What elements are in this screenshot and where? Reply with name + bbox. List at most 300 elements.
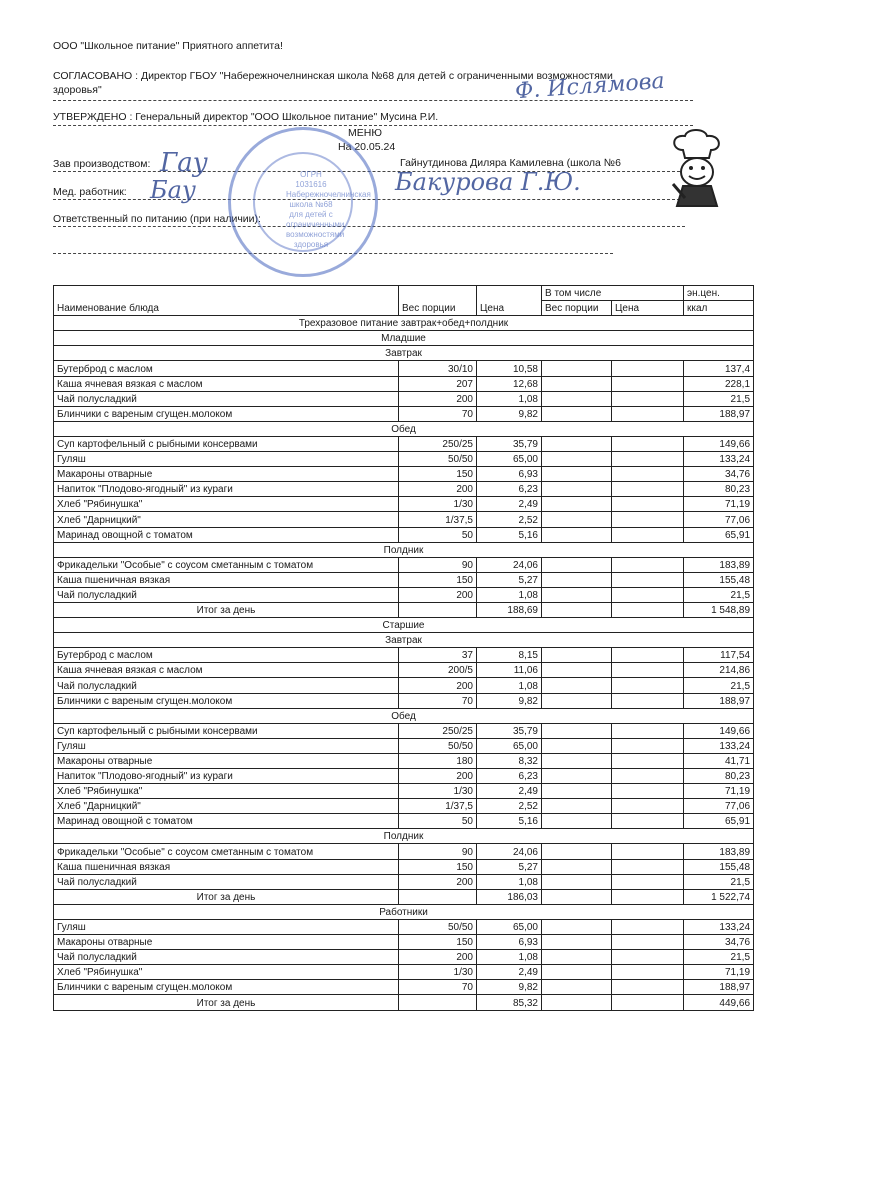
col-header-weight: Вес порции bbox=[399, 286, 477, 316]
sub-price bbox=[612, 376, 684, 391]
sub-weight bbox=[542, 769, 612, 784]
production-label: Зав производством: bbox=[53, 158, 151, 170]
total-kcal: 449,66 bbox=[684, 995, 754, 1010]
price: 65,00 bbox=[477, 452, 542, 467]
table-row bbox=[54, 497, 754, 512]
energy-kcal: 183,89 bbox=[684, 557, 754, 572]
table-row bbox=[54, 738, 754, 753]
sub-weight bbox=[542, 648, 612, 663]
energy-kcal: 65,91 bbox=[684, 527, 754, 542]
table-row bbox=[54, 512, 754, 527]
section-row bbox=[54, 542, 754, 557]
total-label: Итог за день bbox=[54, 602, 399, 617]
menu-date: На 20.05.24 bbox=[338, 141, 396, 153]
table-row bbox=[54, 648, 754, 663]
sub-weight bbox=[542, 753, 612, 768]
production-initials: Гау bbox=[160, 148, 208, 178]
sub-weight bbox=[542, 950, 612, 965]
sub-weight bbox=[542, 980, 612, 995]
total-price: 85,32 bbox=[477, 995, 542, 1010]
sub-price bbox=[612, 557, 684, 572]
sub-weight bbox=[542, 391, 612, 406]
dish-name: Чай полусладкий bbox=[54, 678, 399, 693]
table-row bbox=[54, 874, 754, 889]
energy-kcal: 21,5 bbox=[684, 587, 754, 602]
portion-weight bbox=[399, 889, 477, 904]
dish-name: Блинчики с вареным сгущен.молоком bbox=[54, 980, 399, 995]
dish-name: Хлеб "Рябинушка" bbox=[54, 784, 399, 799]
portion-weight: 50 bbox=[399, 814, 477, 829]
total-price: 186,03 bbox=[477, 889, 542, 904]
sub-weight bbox=[542, 844, 612, 859]
total-row bbox=[54, 995, 754, 1010]
sub-price bbox=[612, 527, 684, 542]
dish-name: Чай полусладкий bbox=[54, 391, 399, 406]
energy-kcal: 65,91 bbox=[684, 814, 754, 829]
dish-name: Бутерброд с маслом bbox=[54, 648, 399, 663]
sub-price bbox=[612, 406, 684, 421]
sub-weight bbox=[542, 693, 612, 708]
dish-name: Гуляш bbox=[54, 452, 399, 467]
energy-kcal: 149,66 bbox=[684, 723, 754, 738]
price: 5,16 bbox=[477, 814, 542, 829]
section-title: Полдник bbox=[54, 829, 754, 844]
price: 1,08 bbox=[477, 391, 542, 406]
portion-weight: 180 bbox=[399, 753, 477, 768]
sub-weight bbox=[542, 527, 612, 542]
sub-price bbox=[612, 391, 684, 406]
energy-kcal: 228,1 bbox=[684, 376, 754, 391]
total-label: Итог за день bbox=[54, 889, 399, 904]
energy-kcal: 149,66 bbox=[684, 436, 754, 451]
sub-weight bbox=[542, 859, 612, 874]
section-row bbox=[54, 708, 754, 723]
round-stamp bbox=[228, 127, 378, 277]
table-row bbox=[54, 452, 754, 467]
dashed-separator bbox=[53, 125, 693, 126]
energy-kcal: 80,23 bbox=[684, 769, 754, 784]
portion-weight: 30/10 bbox=[399, 361, 477, 376]
dish-name: Каша ячневая вязкая с маслом bbox=[54, 376, 399, 391]
sub-price bbox=[612, 738, 684, 753]
table-row bbox=[54, 693, 754, 708]
section-title: Старшие bbox=[54, 618, 754, 633]
sub-price bbox=[612, 844, 684, 859]
sub-weight bbox=[542, 738, 612, 753]
sub-price bbox=[612, 935, 684, 950]
price: 2,49 bbox=[477, 497, 542, 512]
dish-name: Макароны отварные bbox=[54, 935, 399, 950]
table-row bbox=[54, 753, 754, 768]
portion-weight: 150 bbox=[399, 572, 477, 587]
energy-kcal: 188,97 bbox=[684, 406, 754, 421]
dish-name: Напиток "Плодово-ягодный" из кураги bbox=[54, 482, 399, 497]
portion-weight: 70 bbox=[399, 980, 477, 995]
table-row bbox=[54, 769, 754, 784]
col-header-name: Наименование блюда bbox=[54, 286, 399, 316]
sub-weight bbox=[542, 663, 612, 678]
energy-kcal: 155,48 bbox=[684, 859, 754, 874]
table-row bbox=[54, 663, 754, 678]
portion-weight: 250/25 bbox=[399, 723, 477, 738]
sub-price bbox=[612, 678, 684, 693]
col-header-including: В том числе bbox=[542, 286, 684, 301]
table-row bbox=[54, 436, 754, 451]
energy-kcal: 188,97 bbox=[684, 693, 754, 708]
portion-weight: 90 bbox=[399, 844, 477, 859]
total-row bbox=[54, 602, 754, 617]
price: 2,52 bbox=[477, 512, 542, 527]
energy-kcal: 188,97 bbox=[684, 980, 754, 995]
section-row bbox=[54, 331, 754, 346]
portion-weight: 1/30 bbox=[399, 965, 477, 980]
table-row bbox=[54, 557, 754, 572]
dish-name: Фрикадельки "Особые" с соусом сметанным с томатом bbox=[54, 557, 399, 572]
table-row bbox=[54, 814, 754, 829]
sub-price bbox=[612, 753, 684, 768]
sub-price bbox=[612, 452, 684, 467]
dish-name: Хлеб "Рябинушка" bbox=[54, 965, 399, 980]
col-header-energy-bottom: ккал bbox=[684, 301, 754, 316]
section-row bbox=[54, 904, 754, 919]
price: 2,49 bbox=[477, 784, 542, 799]
section-title: Младшие bbox=[54, 331, 754, 346]
energy-kcal: 71,19 bbox=[684, 784, 754, 799]
price: 1,08 bbox=[477, 950, 542, 965]
sub-weight bbox=[542, 587, 612, 602]
price: 9,82 bbox=[477, 406, 542, 421]
dish-name: Бутерброд с маслом bbox=[54, 361, 399, 376]
price: 24,06 bbox=[477, 557, 542, 572]
price: 65,00 bbox=[477, 738, 542, 753]
dish-name: Хлеб "Дарницкий" bbox=[54, 512, 399, 527]
sub-weight bbox=[542, 965, 612, 980]
sub-price bbox=[612, 769, 684, 784]
price: 1,08 bbox=[477, 587, 542, 602]
sub-weight bbox=[542, 814, 612, 829]
sub-price bbox=[612, 693, 684, 708]
table-row bbox=[54, 482, 754, 497]
company-line: ООО "Школьное питание" Приятного аппетита! bbox=[53, 40, 283, 52]
price: 35,79 bbox=[477, 723, 542, 738]
portion-weight: 50/50 bbox=[399, 452, 477, 467]
approved-line: УТВЕРЖДЕНО : Генеральный директор "ООО Школьное питание" Мусина Р.И. bbox=[53, 111, 439, 123]
sub-price bbox=[612, 467, 684, 482]
sub-weight bbox=[542, 557, 612, 572]
price: 8,32 bbox=[477, 753, 542, 768]
table-row bbox=[54, 784, 754, 799]
dish-name: Суп картофельный с рыбными консервами bbox=[54, 436, 399, 451]
sub-price bbox=[612, 602, 684, 617]
table-row bbox=[54, 361, 754, 376]
sub-price bbox=[612, 723, 684, 738]
dish-name: Каша ячневая вязкая с маслом bbox=[54, 663, 399, 678]
sub-price bbox=[612, 497, 684, 512]
sub-weight bbox=[542, 935, 612, 950]
price: 6,93 bbox=[477, 467, 542, 482]
stamp-text: ОГРН 1031616 Набережночелнинская школа №68 для детей с ограниченными возможностями здоровья bbox=[286, 170, 371, 249]
portion-weight: 200 bbox=[399, 769, 477, 784]
menu-title: МЕНЮ bbox=[348, 127, 382, 139]
sub-weight bbox=[542, 889, 612, 904]
table-row bbox=[54, 844, 754, 859]
sub-weight bbox=[542, 452, 612, 467]
dish-name: Чай полусладкий bbox=[54, 950, 399, 965]
portion-weight: 200 bbox=[399, 678, 477, 693]
section-title: Завтрак bbox=[54, 633, 754, 648]
table-row bbox=[54, 799, 754, 814]
sub-weight bbox=[542, 723, 612, 738]
table-header-row bbox=[54, 286, 754, 301]
agreed-line-2: здоровья" bbox=[53, 84, 102, 96]
sub-price bbox=[612, 980, 684, 995]
portion-weight: 250/25 bbox=[399, 436, 477, 451]
energy-kcal: 137,4 bbox=[684, 361, 754, 376]
price: 12,68 bbox=[477, 376, 542, 391]
energy-kcal: 71,19 bbox=[684, 965, 754, 980]
portion-weight: 1/37,5 bbox=[399, 799, 477, 814]
table-row bbox=[54, 587, 754, 602]
price: 5,27 bbox=[477, 859, 542, 874]
energy-kcal: 183,89 bbox=[684, 844, 754, 859]
energy-kcal: 133,24 bbox=[684, 452, 754, 467]
production-name: Гайнутдинова Диляра Камилевна (школа №6 bbox=[400, 157, 621, 169]
agreed-line-1: СОГЛАСОВАНО : Директор ГБОУ "Набережночелнинская школа №68 для детей с ограниченными возможностями bbox=[53, 70, 613, 82]
price: 9,82 bbox=[477, 693, 542, 708]
sub-price bbox=[612, 799, 684, 814]
sub-weight bbox=[542, 406, 612, 421]
price: 1,08 bbox=[477, 874, 542, 889]
section-title: Полдник bbox=[54, 542, 754, 557]
portion-weight: 50 bbox=[399, 527, 477, 542]
medic-signature: Бакурова Г.Ю. bbox=[395, 168, 581, 196]
price: 35,79 bbox=[477, 436, 542, 451]
total-label: Итог за день bbox=[54, 995, 399, 1010]
table-row bbox=[54, 467, 754, 482]
portion-weight: 1/37,5 bbox=[399, 512, 477, 527]
sub-weight bbox=[542, 874, 612, 889]
portion-weight bbox=[399, 602, 477, 617]
table-row bbox=[54, 980, 754, 995]
total-price: 188,69 bbox=[477, 602, 542, 617]
sub-price bbox=[612, 874, 684, 889]
dish-name: Блинчики с вареным сгущен.молоком bbox=[54, 693, 399, 708]
col-header-energy-top: эн.цен. bbox=[684, 286, 754, 301]
price: 8,15 bbox=[477, 648, 542, 663]
responsible-label: Ответственный по питанию (при наличии): bbox=[53, 213, 261, 225]
section-row bbox=[54, 346, 754, 361]
energy-kcal: 214,86 bbox=[684, 663, 754, 678]
energy-kcal: 21,5 bbox=[684, 391, 754, 406]
price: 2,52 bbox=[477, 799, 542, 814]
sub-weight bbox=[542, 482, 612, 497]
energy-kcal: 77,06 bbox=[684, 512, 754, 527]
energy-kcal: 21,5 bbox=[684, 678, 754, 693]
dish-name: Макароны отварные bbox=[54, 467, 399, 482]
col-header-sub-weight: Вес порции bbox=[542, 301, 612, 316]
price: 6,93 bbox=[477, 935, 542, 950]
price: 1,08 bbox=[477, 678, 542, 693]
dish-name: Блинчики с вареным сгущен.молоком bbox=[54, 406, 399, 421]
dish-name: Чай полусладкий bbox=[54, 587, 399, 602]
total-kcal: 1 522,74 bbox=[684, 889, 754, 904]
sub-price bbox=[612, 950, 684, 965]
chef-logo-icon bbox=[663, 128, 733, 208]
energy-kcal: 21,5 bbox=[684, 874, 754, 889]
dish-name: Суп картофельный с рыбными консервами bbox=[54, 723, 399, 738]
energy-kcal: 155,48 bbox=[684, 572, 754, 587]
energy-kcal: 133,24 bbox=[684, 919, 754, 934]
sub-weight bbox=[542, 799, 612, 814]
director-signature: Ф. Ислямова bbox=[514, 68, 666, 105]
dish-name: Каша пшеничная вязкая bbox=[54, 859, 399, 874]
section-title: Трехразовое питание завтрак+обед+полдник bbox=[54, 316, 754, 331]
energy-kcal: 133,24 bbox=[684, 738, 754, 753]
portion-weight bbox=[399, 995, 477, 1010]
energy-kcal: 71,19 bbox=[684, 497, 754, 512]
sub-price bbox=[612, 784, 684, 799]
dish-name: Чай полусладкий bbox=[54, 874, 399, 889]
sub-price bbox=[612, 859, 684, 874]
col-header-price: Цена bbox=[477, 286, 542, 316]
energy-kcal: 34,76 bbox=[684, 467, 754, 482]
sub-weight bbox=[542, 995, 612, 1010]
section-title: Работники bbox=[54, 904, 754, 919]
dish-name: Каша пшеничная вязкая bbox=[54, 572, 399, 587]
table-row bbox=[54, 527, 754, 542]
table-row bbox=[54, 723, 754, 738]
sub-weight bbox=[542, 919, 612, 934]
energy-kcal: 80,23 bbox=[684, 482, 754, 497]
portion-weight: 200 bbox=[399, 874, 477, 889]
portion-weight: 207 bbox=[399, 376, 477, 391]
dish-name: Макароны отварные bbox=[54, 753, 399, 768]
dish-name: Хлеб "Рябинушка" bbox=[54, 497, 399, 512]
table-row bbox=[54, 935, 754, 950]
table-row bbox=[54, 859, 754, 874]
section-row bbox=[54, 421, 754, 436]
section-row bbox=[54, 316, 754, 331]
portion-weight: 200 bbox=[399, 950, 477, 965]
sub-price bbox=[612, 919, 684, 934]
portion-weight: 50/50 bbox=[399, 919, 477, 934]
section-row bbox=[54, 829, 754, 844]
sub-price bbox=[612, 512, 684, 527]
portion-weight: 200 bbox=[399, 482, 477, 497]
table-row bbox=[54, 678, 754, 693]
dish-name: Фрикадельки "Особые" с соусом сметанным с томатом bbox=[54, 844, 399, 859]
sub-weight bbox=[542, 467, 612, 482]
sub-price bbox=[612, 663, 684, 678]
sub-weight bbox=[542, 376, 612, 391]
price: 24,06 bbox=[477, 844, 542, 859]
table-row bbox=[54, 950, 754, 965]
portion-weight: 150 bbox=[399, 859, 477, 874]
dish-name: Хлеб "Дарницкий" bbox=[54, 799, 399, 814]
col-header-sub-price: Цена bbox=[612, 301, 684, 316]
price: 6,23 bbox=[477, 769, 542, 784]
portion-weight: 1/30 bbox=[399, 784, 477, 799]
price: 10,58 bbox=[477, 361, 542, 376]
dish-name: Маринад овощной с томатом bbox=[54, 527, 399, 542]
sub-price bbox=[612, 814, 684, 829]
sub-weight bbox=[542, 436, 612, 451]
section-title: Завтрак bbox=[54, 346, 754, 361]
sub-price bbox=[612, 572, 684, 587]
price: 9,82 bbox=[477, 980, 542, 995]
energy-kcal: 117,54 bbox=[684, 648, 754, 663]
sub-weight bbox=[542, 497, 612, 512]
table-row bbox=[54, 376, 754, 391]
portion-weight: 50/50 bbox=[399, 738, 477, 753]
portion-weight: 70 bbox=[399, 406, 477, 421]
table-row bbox=[54, 391, 754, 406]
sub-weight bbox=[542, 784, 612, 799]
section-row bbox=[54, 633, 754, 648]
sub-weight bbox=[542, 678, 612, 693]
sub-weight bbox=[542, 572, 612, 587]
portion-weight: 200/5 bbox=[399, 663, 477, 678]
sub-price bbox=[612, 482, 684, 497]
medic-initials: Бау bbox=[150, 176, 196, 204]
energy-kcal: 41,71 bbox=[684, 753, 754, 768]
sub-price bbox=[612, 436, 684, 451]
price: 65,00 bbox=[477, 919, 542, 934]
section-title: Обед bbox=[54, 421, 754, 436]
sub-price bbox=[612, 361, 684, 376]
dish-name: Напиток "Плодово-ягодный" из кураги bbox=[54, 769, 399, 784]
price: 6,23 bbox=[477, 482, 542, 497]
dashed-separator bbox=[53, 100, 693, 101]
total-kcal: 1 548,89 bbox=[684, 602, 754, 617]
sub-price bbox=[612, 965, 684, 980]
table-row bbox=[54, 965, 754, 980]
portion-weight: 200 bbox=[399, 391, 477, 406]
dish-name: Маринад овощной с томатом bbox=[54, 814, 399, 829]
table-row bbox=[54, 572, 754, 587]
price: 5,27 bbox=[477, 572, 542, 587]
sub-weight bbox=[542, 512, 612, 527]
menu-table bbox=[53, 285, 754, 1011]
table-row bbox=[54, 406, 754, 421]
medic-label: Мед. работник: bbox=[53, 186, 127, 198]
portion-weight: 200 bbox=[399, 587, 477, 602]
portion-weight: 150 bbox=[399, 935, 477, 950]
sub-price bbox=[612, 648, 684, 663]
sub-price bbox=[612, 889, 684, 904]
portion-weight: 150 bbox=[399, 467, 477, 482]
portion-weight: 37 bbox=[399, 648, 477, 663]
sub-price bbox=[612, 995, 684, 1010]
table-row bbox=[54, 919, 754, 934]
dish-name: Гуляш bbox=[54, 738, 399, 753]
energy-kcal: 34,76 bbox=[684, 935, 754, 950]
portion-weight: 70 bbox=[399, 693, 477, 708]
sub-weight bbox=[542, 602, 612, 617]
energy-kcal: 77,06 bbox=[684, 799, 754, 814]
section-title: Обед bbox=[54, 708, 754, 723]
section-row bbox=[54, 618, 754, 633]
price: 2,49 bbox=[477, 965, 542, 980]
dish-name: Гуляш bbox=[54, 919, 399, 934]
price: 11,06 bbox=[477, 663, 542, 678]
portion-weight: 90 bbox=[399, 557, 477, 572]
price: 5,16 bbox=[477, 527, 542, 542]
portion-weight: 1/30 bbox=[399, 497, 477, 512]
sub-price bbox=[612, 587, 684, 602]
energy-kcal: 21,5 bbox=[684, 950, 754, 965]
sub-weight bbox=[542, 361, 612, 376]
